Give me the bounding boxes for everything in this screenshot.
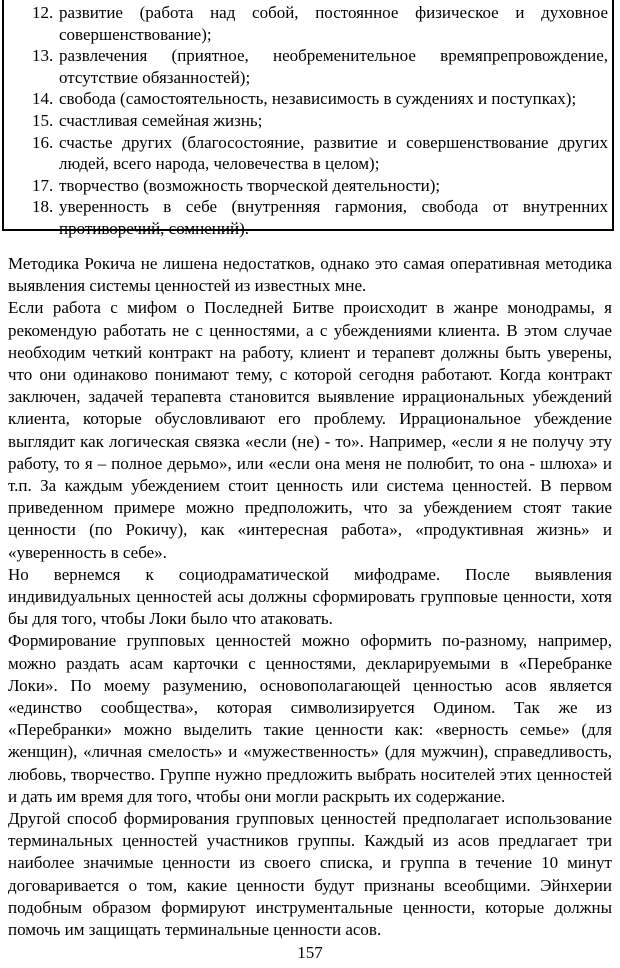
list-item-text: творчество (возможность творческой деятельности);	[59, 175, 441, 195]
list-item-number: 12.	[32, 3, 54, 22]
values-list	[4, 2, 616, 240]
list-item-text: развлечения (приятное, необременительное времяпрепровождение, отсутствие обязанностей);	[59, 46, 608, 87]
paragraph-monodrama: Если работа с мифом о Последней Битве происходит в жанре монодрамы, я рекомендую работать не с ценностями, а с убеждениями клиента. В этом случае необходим четкий контракт на работу, клиент и терапевт должны быть уверены, что они одинаково понимают тему, с которой сегодня работают. Когда контракт заключен, задачей терапевта становится выявление иррациональных убеждений клиента, которые обусловливают его проблему. Иррациональное убеждение выглядит как логическая связка «если (не) - то». Например, «если я не получу эту работу, то я – полное дерьмо», или «если она меня не полюбит, то она - шлюха» и т.п. За каждым убеждением стоит ценность или система ценностей. В первом приведенном примере можно предположить, что за убеждением стоят такие ценности (по Рокичу), как «интересная работа», «продуктивная жизнь» и «уверенность в себе».	[8, 298, 612, 562]
list-item-number: 17.	[32, 175, 54, 195]
list-item	[4, 196, 616, 239]
list-item	[4, 88, 616, 110]
page-number: 157	[297, 943, 323, 962]
paragraph-terminal-values: Другой способ формирования групповых ценностей предполагает использование терминальных ценностей участников группы. Каждый из асов предлагает три наиболее значимые ценности из своего списка, и группа в течение 10 минут договаривается о том, какие ценности будут признаны всеобщими. Эйнхерии подобным образом формируют инструментальные ценности, которые должны помочь им защищать терминальные ценности асов.	[8, 809, 612, 940]
list-item	[4, 2, 616, 45]
list-item-text: развитие (работа над собой, постоянное физическое и духовное совершенствование);	[59, 3, 608, 44]
list-item	[4, 45, 616, 88]
list-item	[4, 175, 616, 197]
list-item	[4, 132, 616, 175]
list-item-number: 15.	[32, 110, 54, 130]
list-item-number: 16.	[32, 132, 54, 152]
paragraph-rokeach-method: Методика Рокича не лишена недостатков, однако это самая оперативная методика выявления системы ценностей из известных мне.	[8, 254, 612, 296]
list-item-text: счастливая семейная жизнь;	[59, 110, 263, 130]
values-list-box	[2, 0, 614, 238]
list-item-number: 13.	[32, 46, 54, 66]
paragraph-group-values-cards: Формирование групповых ценностей можно оформить по-разному, например, можно раздать асам карточки с ценностями, декларируемыми в «Перебранке Локи». По моему разумению, основополагающей ценностью асов является «единство сообщества», которая символизируется Одином. Так же из «Перебранки» можно выделить такие ценности как: «верность семье» (для женщин), «личная смелость» и «мужественность» (для мужчин), справедливость, любовь, творчество. Группе нужно предложить выбрать носителей этих ценностей и дать им время для того, чтобы они могли раскрыть их содержание.	[8, 631, 612, 806]
paragraph-sociodrama: Но вернемся к социодраматической мифодраме. После выявления индивидуальных ценностей асы должны сформировать групповые ценности, хотя бы для того, чтобы Локи было что атаковать.	[8, 564, 612, 629]
list-item	[4, 110, 616, 132]
body-text	[8, 253, 612, 941]
list-item-number: 14.	[32, 89, 54, 109]
list-item-text: свобода (самостоятельность, независимость в суждениях и поступках);	[59, 89, 577, 109]
list-item-text: уверенность в себе (внутренняя гармония, свобода от внутренних противоречий, сомнений).	[59, 197, 608, 238]
list-item-number: 18.	[32, 197, 54, 217]
list-item-text: счастье других (благосостояние, развитие и совершенствование других людей, всего народа, человечества в целом);	[59, 132, 608, 174]
